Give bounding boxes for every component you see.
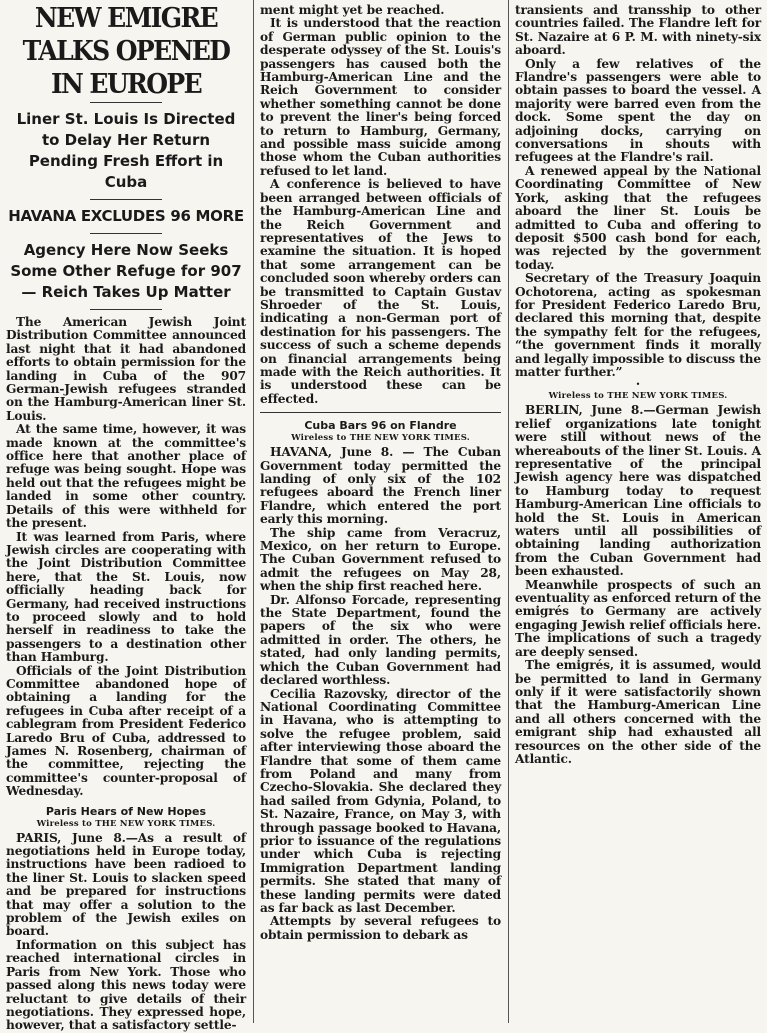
divider: [90, 309, 162, 310]
paragraph: Secretary of the Treasury Joaquin Ochotorena, acting as spokesman for President Federico Laredo Bru, declared this morning that, despite the sympathy felt for the refugees, “the government finds it morally and legally impossible to discuss the matter further.”: [515, 271, 761, 379]
paragraph-berlin-lead: [515, 404, 761, 578]
subheading-paris: Paris Hears of New Hopes: [45, 804, 207, 818]
paragraph: Only a few relatives of the Flandre's passengers were able to obtain passes to board the vessel. A majority were barred even from the dock. Some spent the day on adjoining docks, carrying on conversations in shouts with refugees at the Flandre's rail.: [515, 56, 761, 165]
main-headline: NEW EMIGRE TALKS OPENED IN EUROPE: [22, 1, 230, 100]
continuation: ment might yet be reached.: [260, 3, 445, 17]
paragraph: A conference is believed to have been arranged between officials of the Hamburg-American Line and the Reich Government and representatives of the Jews to examine the situation. It is hoped that some arrangement can be concluded soon whereby orders can be transmitted to Captain Gustav Shroeder of the St. Louis, indicating a non-German port of destination for his passengers. The success of such a scheme depends on financial arrangements being made with the Reich authorities. It is understood these can be effected.: [260, 177, 501, 406]
dateline: PARIS, June 8.: [16, 830, 126, 845]
lead-text: —German Jewish relief organizations late tonight were still without news of the whereabouts of the liner St. Louis. A representative of the principal Jewish agency here was dispatched to Hamburg today to request Hamburg-American Line officials to hold the St. Louis in American waters until all possibilities of obtaining landing authorization from the Cuban Government had been exhausted.: [515, 403, 761, 579]
paragraph: Dr. Alfonso Forcade, representing the State Department, found the papers of the six who were admitted in order. The others, he stated, had only landing permits, which the Cuban Government had declared worthless.: [260, 592, 501, 688]
divider: [90, 233, 162, 234]
paragraph: Officials of the Joint Distribution Committee abandoned hope of obtaining a landing for the refugees in Cuba after receipt of a cablegram from President Federico Laredo Bru of Cuba, addressed to James N. Rosenberg, chairman of the committee, rejecting the committee's counter-proposal of Wednesday.: [6, 663, 246, 799]
divider: [260, 412, 501, 413]
paragraph: At the same time, however, it was made known at the committee's office here that another place of refuge was being sought. Hope was held out that the refugees might be landed in some other country. Details of this were withheld for the present.: [6, 422, 246, 531]
paragraph: The emigrés, it is assumed, would be permitted to land in Germany only if it were satisfactorily shown that the Hamburg-American Line and all others concerned with the emigrant ship had exhausted all resources on the other side of the Atlantic.: [515, 658, 761, 766]
paragraph-paris-lead: [6, 832, 246, 939]
lead-text: —As a result of negotiations held in Europe today, instructions have been radioed to the liner St. Louis to slacken speed and be prepared for instructions that may offer a solution to the problem of the Jewish exiles on board.: [6, 830, 246, 939]
paragraph: Attempts by several refugees to obtain permission to debark as: [260, 914, 501, 942]
deck-3: Agency Here Now Seeks Some Other Refuge for 907— Reich Takes Up Matter: [10, 241, 242, 301]
paragraph: Information on this subject has reached international circles in Paris from New York. Those who passed along this news today were reluctant to give details of their negotiations. They expressed hope, however, that a satisfactory settle-: [6, 937, 246, 1033]
paragraph: Cecilia Razovsky, director of the National Coordinating Committee in Havana, who is attempting to solve the refugee problem, said after interviewing those aboard the Flandre that some of them came from Poland and many from Czecho-Slovakia. She declared they had sailed from Gdynia, Poland, to St. Nazaire, France, on May 3, with through passage booked to Havana, prior to issuance of the regulations under which Cuba is rejecting Immigration Department landing permits. She stated that many of these landing permits were dated as far back as last December.: [260, 686, 501, 915]
separator-bullet: •: [635, 380, 641, 390]
paragraph: It is understood that the reaction of German public opinion to the desperate odyssey of the St. Louis's passengers has caused both the Hamburg-American Line and the Reich Government to consider whether something cannot be done to prevent the liner's being forced to return to Hamburg, Germany, and possible mass suicide among those whom the Cuban authorities refused to let land.: [260, 16, 501, 178]
paragraph: The ship came from Veracruz, Mexico, on her return to Europe. The Cuban Government refused to admit the refugees on May 28, when the ship first reached here.: [260, 525, 501, 594]
column-1: [0, 0, 252, 1033]
divider: [90, 199, 162, 200]
paragraph-havana-lead: [260, 446, 501, 526]
subheading-flandre: Cuba Bars 96 on Flandre: [304, 419, 457, 433]
wire-credit: Wireless to THE NEW YORK TIMES.: [548, 391, 728, 402]
dateline: HAVANA, June 8.: [270, 445, 394, 460]
paragraph: It was learned from Paris, where Jewish circles are cooperating with the Joint Distribution Committee here, that the St. Louis, now officially heading back for Germany, had received instructions to proceed slowly and to hold herself in readiness to take the passengers to a destination other than Hamburg.: [6, 529, 246, 665]
paragraph: Meanwhile prospects of such an eventuality as enforced return of the emigrés to Germany are actively engaging Jewish relief officials here. The implications of such a tragedy are deeply sensed.: [515, 577, 761, 659]
paragraph: The American Jewish Joint Distribution Committee announced last night that it had abandoned efforts to obtain permission for the landing in Cuba of the 907 German-Jewish refugees stranded on the Hamburg-American liner St. Louis.: [6, 315, 246, 423]
column-2: [253, 0, 507, 1023]
dateline: BERLIN, June 8.: [525, 403, 644, 418]
wire-credit: Wireless to THE NEW YORK TIMES.: [291, 433, 470, 444]
divider: [90, 102, 162, 103]
column-3: [508, 0, 767, 1023]
deck-1: Liner St. Louis Is Directed to Delay Her Return Pending Fresh Effort in Cuba: [16, 110, 236, 191]
paragraph: A renewed appeal by the National Coordinating Committee of New York, asking that the refugees aboard the liner St. Louis be admitted to Cuba and offering to deposit $500 cash bond for each, was rejected by the government today.: [515, 163, 761, 272]
continuation: transients and transship to other countries failed. The Flandre left for St. Nazaire at 6 P. M. with ninety-six aboard.: [515, 3, 761, 58]
wire-credit: Wireless to THE NEW YORK TIMES.: [36, 818, 216, 829]
deck-2: HAVANA EXCLUDES 96 MORE: [8, 207, 244, 225]
lead-text: — The Cuban Government today permitted the landing of only six of the 102 refugees aboard the French liner Flandre, which entered the port early this morning.: [260, 445, 501, 527]
